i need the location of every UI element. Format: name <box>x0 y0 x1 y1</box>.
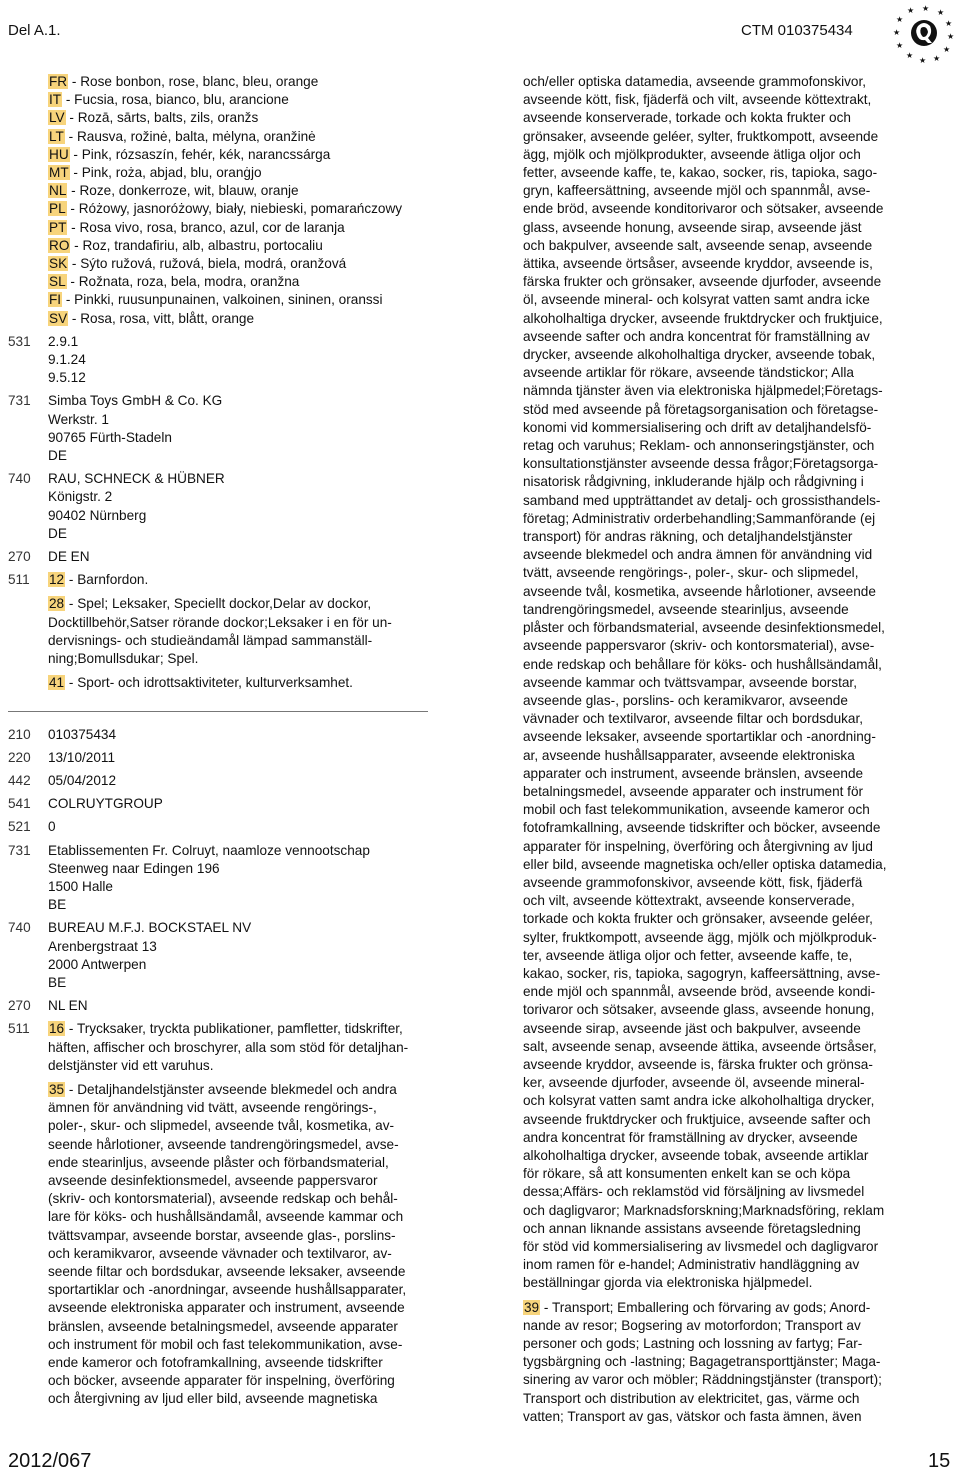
text-line: mobil och fast telekommunikation, avseende kameror och <box>523 802 870 818</box>
class-text-line: sportartiklar och -anordningar, avseende hushållsapparater, <box>48 1282 407 1298</box>
text-line: ar, avseende hushållsapparater, avseende elektroniska <box>523 747 855 763</box>
field-value: 010375434 <box>48 726 117 742</box>
text-line: ende bröd, avseende konditorivaror och sötsaker, avseende <box>523 201 884 217</box>
text-line: dessa;Affärs- och reklamstöd vid försäljning av livsmedel <box>523 1184 865 1200</box>
color-line: RO - Roz, trandafiriu, alb, albastru, portocaliu <box>49 237 323 253</box>
text-line: företag; Administrativ orderbehandling;Sammanförande (ej <box>523 510 876 526</box>
svg-text:★: ★ <box>933 54 941 63</box>
class-number: 28 <box>49 596 65 612</box>
field-value: 05/04/2012 <box>48 772 117 788</box>
svg-text:★: ★ <box>919 56 927 64</box>
text-line: öl, avseende mineral- och kolsyrat vatten samt andra icke <box>523 292 870 308</box>
lang-code: SL <box>49 274 66 290</box>
color-line: SK - Sýto ružová, ružová, biela, modrá, oranžová <box>49 256 347 272</box>
lang-code: SK <box>49 256 68 272</box>
class-text-line: seende filtar och bordsdukar, avseende leksaker, avseende <box>48 1263 406 1279</box>
field-code: 731 <box>8 393 31 409</box>
field-code: 541 <box>8 796 31 812</box>
languages-row <box>8 548 433 566</box>
text-line: beställningar gjorda via elektroniska hjälpmedel. <box>523 1275 813 1291</box>
field-row <box>8 795 433 813</box>
class-entry: 16 - Trycksaker, tryckta publikationer, pamfletter, tidskrifter, <box>49 1021 403 1037</box>
field-code: 740 <box>8 920 31 936</box>
field-row <box>8 818 433 836</box>
class-text-line: (skriv- och kontorsmaterial), avseende redskap och behål- <box>48 1191 398 1207</box>
office-logo-icon <box>893 2 955 64</box>
owner-row <box>8 392 433 465</box>
lang-code: LV <box>49 110 65 126</box>
text-line: färska frukter och grönsaker, avseende djurfoder, avseende <box>523 274 882 290</box>
text-line: avseende blekmedel och andra ämnen för användning vid <box>523 547 873 563</box>
lang-code: IT <box>49 92 62 108</box>
text-line: ende mjöl och spannmål, avseende bröd, avseende kondi- <box>523 984 876 1000</box>
class-text-line: Transport och distribution av elektricitet, gas, värme och <box>523 1390 860 1406</box>
class-text-line: tvättsvampar, avseende borstar, avseende glas-, porslins- <box>48 1227 396 1243</box>
class-entry: 35 - Detaljhandelstjänster avseende blekmedel och andra <box>49 1081 397 1097</box>
text-line: plåster och förbandsmaterial, avseende desinfektionsmedel, <box>523 620 885 636</box>
owner-line: Werkstr. 1 <box>48 411 109 427</box>
text-line: gryn, kaffeersättning, avseende mjöl och spannmål, avse- <box>523 183 871 199</box>
color-line: SV - Rosa, rosa, vitt, blått, orange <box>49 310 255 326</box>
text-line: samband med uppträttandet av detalj- och grossisthandels- <box>523 492 881 508</box>
class-text-line: vatten; Transport av gas, vätskor och fasta ämnen, även <box>523 1408 862 1424</box>
class-text-line: tygsbärgning och -lastning; Bagagetransporttjänster; Maga- <box>523 1354 881 1370</box>
text-line: avseende artiklar för rökare, avseende tändstickor; Alla <box>523 365 854 381</box>
class-entry: 28 - Spel; Leksaker, Speciellt dockor,Delar av dockor, <box>49 596 372 612</box>
class-text-line: ämnen för användning vid tvätt, avseende rengörings-, <box>48 1100 377 1116</box>
owner-row <box>8 842 433 915</box>
goods-services-row <box>8 1020 433 1408</box>
field-row <box>8 772 433 790</box>
text-line: och dagligvaror; Marknadsforskning;Marknadsföring, reklam <box>523 1202 885 1218</box>
owner-line: Steenweg naar Edingen 196 <box>48 860 220 876</box>
class-text-line: dervisnings- och studieändamål lämpad sammanställ- <box>48 632 373 648</box>
text-line: glass, avseende honung, avseende sirap, avseende jäst <box>523 219 862 235</box>
lang-code: PT <box>49 219 67 235</box>
svg-text:★: ★ <box>943 45 951 54</box>
text-line: ter, avseende ätliga oljor och fetter, avseende kaffe, te, <box>523 947 853 963</box>
lang-code: FR <box>49 74 68 89</box>
classification-row <box>8 333 433 388</box>
text-line: salt, avseende senap, avseende ättika, avseende örtsåser, <box>523 1038 877 1054</box>
text-line: avseende safter och andra koncentrat för framställning av <box>523 328 870 344</box>
representative-line: DE <box>48 525 67 541</box>
field-code: 521 <box>8 819 31 835</box>
class-text-line: och keramikvaror, avseende vävnader och textilvaror, av- <box>48 1245 392 1261</box>
class-text-line: delstjänster vid ett varuhus. <box>48 1057 214 1073</box>
text-line: betalningsmedel, avseende apparater och instrument för <box>523 783 864 799</box>
page-number: 15 <box>928 1450 951 1472</box>
class-text-line: sinering av varor och möbler; Räddningstjänster (transport); <box>523 1372 882 1388</box>
text-line: kakao, socker, ris, tapioka, sagogryn, kaffeersättning, avse- <box>523 965 881 981</box>
class-text-line: nande av resor; Bogsering av motorfordon; Transport av <box>523 1317 861 1333</box>
color-line: LT - Rausva, rožinė, balta, mėlyna, oranžinė <box>49 128 316 144</box>
color-line: PL - Różowy, jasnoróżowy, biały, niebieski, pomarańczowy <box>49 201 403 217</box>
text-line: ker, avseende djurfoder, avseende öl, avseende mineral- <box>523 1075 865 1091</box>
field-value: 0 <box>48 819 56 835</box>
svg-text:★: ★ <box>896 41 904 50</box>
svg-text:★: ★ <box>893 28 901 37</box>
text-line: avseende pappersvaror (skriv- och kontorsmaterial), avse- <box>523 638 875 654</box>
class-entry: 41 - Sport- och idrottsaktiviteter, kulturverksamhet. <box>49 675 353 691</box>
svg-text:★: ★ <box>937 8 945 17</box>
class-text-line: avseende elektroniska apparater och instrument, avseende <box>48 1300 405 1316</box>
color-line: NL - Roze, donkerroze, wit, blauw, oranje <box>49 183 299 199</box>
text-line: ende redskap och behållare för köks- och hushållsändamål, <box>523 656 882 672</box>
owner-line: 1500 Halle <box>48 878 113 894</box>
text-line: tvätt, avseende rengörings-, poler-, skur- och slipmedel, <box>523 565 859 581</box>
lang-code: NL <box>49 183 67 199</box>
goods-services-row <box>8 571 433 692</box>
class-text-line: ende kameror och fotoframkallning, avseende tidskrifter <box>48 1355 383 1370</box>
text-line: avseende glas-, porslins- och keramikvaror, avseende <box>523 692 848 708</box>
text-line: och bakpulver, avseende salt, avseende senap, avseende <box>523 237 873 253</box>
lang-code: LT <box>49 128 64 144</box>
header-right: CTM 010375434 <box>741 22 853 39</box>
text-line: torivaror och sötsaker, avseende glass, avseende honung, <box>523 1002 875 1018</box>
field-code: 442 <box>8 772 31 788</box>
color-line: FR - Rose bonbon, rose, blanc, bleu, orange <box>49 74 319 89</box>
owner-line: Simba Toys GmbH & Co. KG <box>48 393 223 409</box>
svg-text:★: ★ <box>906 51 914 60</box>
class-text-line: och återgivning av ljud eller bild, avseende magnetiska <box>48 1391 378 1407</box>
class-text-line: poler-, skur- och slipmedel, avseende tvål, kosmetika, av- <box>48 1118 395 1134</box>
class-text-line: avseende desinfektionsmedel, avseende pappersvaror <box>48 1172 378 1188</box>
owner-line: 90765 Fürth-Stadeln <box>48 429 172 445</box>
header-left: Del A.1. <box>8 22 61 39</box>
text-line: torkade och kokta frukter och grönsaker, avseende geléer, <box>523 911 873 927</box>
colors-block <box>8 73 433 328</box>
class-number: 16 <box>49 1021 65 1037</box>
lang-code: MT <box>49 165 69 181</box>
record-separator <box>8 711 428 712</box>
text-line: avseende kammar och tvättsvampar, avseende borstar, <box>523 674 857 690</box>
text-line: ättika, avseende örtsåser, avseende kryddor, avseende is, <box>523 256 873 272</box>
text-line: alkoholhaltiga drycker, avseende tobak, avseende artiklar <box>523 1147 869 1163</box>
field-code: 511 <box>8 1021 30 1037</box>
field-code: 511 <box>8 572 30 588</box>
class-text-line: och instrument för mobil och fast telekommunikation, avse- <box>48 1336 403 1352</box>
class-number: 35 <box>49 1081 65 1097</box>
color-line: LV - Rozā, sārts, balts, zils, oranžs <box>49 110 259 126</box>
text-line: avseende fruktdrycker och fruktjuice, avseende safter och <box>523 1111 871 1127</box>
class-text-line: ning;Bomullsdukar; Spel. <box>48 651 199 667</box>
color-line: FI - Pinkki, ruusunpunainen, valkoinen, sininen, oranssi <box>49 292 383 308</box>
class-number: 39 <box>524 1299 540 1315</box>
text-line: nämnda tjänster även via elektroniska hjälpmedel;Företags- <box>523 383 883 399</box>
class-entry: 12 - Barnfordon. <box>49 572 149 588</box>
text-line: avseende leksaker, avseende sportartiklar och -anordning- <box>523 729 876 745</box>
representative-row <box>8 919 433 992</box>
color-line: MT - Pink, roża, abjad, blu, oranġjo <box>49 165 262 181</box>
text-line: konomi vid kommersialisering och drift av detaljhandelsfö- <box>523 419 872 435</box>
text-line: apparater för inspelning, överföring och återgivning av ljud <box>523 838 873 854</box>
text-line: stöd med avseende på företagsorganisation och företagse- <box>523 401 879 417</box>
text-line: retag och varuhus; Reklam- och annonseringstjänster, och <box>523 438 875 454</box>
representative-line: Arenbergstraat 13 <box>48 938 157 954</box>
field-value: COLRUYTGROUP <box>48 796 163 812</box>
class-number: 41 <box>49 675 65 691</box>
representative-line: RAU, SCHNECK & HÜBNER <box>48 471 225 487</box>
text-line: eller bild, avseende magnetiska och/eller optiska datamedia, <box>523 856 887 872</box>
text-line: tandrengöringsmedel, avseende stearinljus, avseende <box>523 601 849 617</box>
svg-text:★: ★ <box>907 6 915 15</box>
lang-code: HU <box>49 146 69 162</box>
classification-value: 9.5.12 <box>48 370 86 386</box>
right-column <box>523 73 908 1426</box>
class-entry: 39 - Transport; Emballering och förvaring av gods; Anord- <box>524 1299 871 1315</box>
text-line: sylter, fruktkompott, avseende ägg, mjölk och mjölkproduk- <box>523 929 877 945</box>
text-line: ägg, mjölk och mjölkprodukter, avseende ätliga oljor och <box>523 146 861 162</box>
representative-line: Königstr. 2 <box>48 489 113 505</box>
text-line: konsultationstjänster avseende dessa frågor;Företagsorga- <box>523 456 879 472</box>
text-line: apparater och instrument, avseende bränslen, avseende <box>523 765 864 781</box>
owner-line: Etablissementen Fr. Colruyt, naamloze vennootschap <box>48 842 370 858</box>
text-line: drycker, avseende alkoholhaltiga drycker, avseende tobak, <box>523 347 876 363</box>
field-row <box>8 749 433 767</box>
lang-code: RO <box>49 237 70 253</box>
color-line: IT - Fucsia, rosa, bianco, blu, arancione <box>49 92 289 108</box>
text-line: alkoholhaltiga drycker, avseende fruktdrycker och fruktjuice, <box>523 310 883 326</box>
text-line: fetter, avseende kaffe, te, kakao, socker, ris, tapioka, sago- <box>523 165 878 181</box>
classification-value: 2.9.1 <box>48 333 79 349</box>
class-text-line: och böcker, avseende apparater för inspelning, överföring <box>48 1373 395 1389</box>
color-line: SL - Rožnata, roza, bela, modra, oranžna <box>49 274 300 290</box>
lang-code: FI <box>49 292 62 308</box>
text-line: andra koncentrat för framställning av drycker, avseende <box>523 1129 858 1145</box>
text-line: avseende grammofonskivor, avseende kött, fisk, fjäderfä <box>523 874 863 890</box>
text-line: och annan liknande assistans avseende företagsledning <box>523 1220 861 1236</box>
field-code: 740 <box>8 471 31 487</box>
text-line: avseende kött, fisk, fjäderfä och vilt, avseende köttextrakt, <box>523 92 872 108</box>
text-line: avseende kryddor, avseende is, färska frukter och grönsa- <box>523 1056 873 1072</box>
text-line: för stöd vid kommersialisering av livsmedel och dagligvaror <box>523 1239 879 1254</box>
representative-line: BE <box>48 974 67 990</box>
languages-value: DE EN <box>48 549 90 565</box>
class-text-line: ende stearinljus, avseende plåster och förbandsmaterial, <box>48 1154 389 1170</box>
text-line: nisatorisk rådgivning, inkluderande hjälp och rådgivning i <box>523 474 864 490</box>
class-text-line: bränslen, avseende betalningsmedel, avseende apparater <box>48 1318 398 1334</box>
class-text-line: Docktillbehör,Satser rörande dockor;Leksaker i en för un- <box>48 614 392 630</box>
text-line: för rökare, så att konsumenten enkelt kan se och köpa <box>523 1166 851 1182</box>
svg-text:★: ★ <box>922 4 930 13</box>
right-column-text <box>523 73 908 1293</box>
text-line: avseende konserverade, torkade och kokta frukter och <box>523 110 851 126</box>
color-line: HU - Pink, rózsaszín, fehér, kék, narancssárga <box>49 146 331 162</box>
field-code: 270 <box>8 549 31 565</box>
field-value: 13/10/2011 <box>48 749 116 765</box>
svg-text:★: ★ <box>896 15 904 24</box>
text-line: och vilt, avseende köttextrakt, avseende konserverade, <box>523 893 855 909</box>
field-code: 531 <box>8 333 31 349</box>
classification-value: 9.1.24 <box>48 352 86 368</box>
class-text-line: lare för köks- och hushållsändamål, avseende kammar och <box>48 1209 404 1225</box>
field-code: 210 <box>8 726 31 742</box>
field-row <box>8 726 433 744</box>
svg-text:★: ★ <box>947 32 955 41</box>
text-line: och/eller optiska datamedia, avseende grammofonskivor, <box>523 74 867 89</box>
lang-code: SV <box>49 310 68 326</box>
footer-issue: 2012/067 <box>8 1450 92 1472</box>
representative-line: 2000 Antwerpen <box>48 956 147 972</box>
left-column <box>8 73 433 1409</box>
representative-line: 90402 Nürnberg <box>48 507 147 523</box>
languages-value: NL EN <box>48 998 88 1014</box>
text-line: inom ramen för e-handel; Administrativ handläggning av <box>523 1257 860 1273</box>
class-text-line: seende hårlotioner, avseende tandrengöringsmedel, avse- <box>48 1136 399 1152</box>
text-line: fotoframkallning, avseende tidskrifter och böcker, avseende <box>523 820 881 836</box>
owner-line: DE <box>48 448 67 464</box>
class-number: 12 <box>49 572 65 588</box>
lang-code: PL <box>49 201 66 217</box>
text-line: avseende tvål, kosmetika, avseende hårlotioner, avseende <box>523 583 876 599</box>
text-line: grönsaker, avseende geléer, sylter, fruktkompott, avseende <box>523 128 879 144</box>
text-line: avseende sirap, avseende jäst och bakpulver, avseende <box>523 1020 861 1036</box>
class-text-line: häften, affischer och broschyrer, alla som stöd för detaljhan- <box>48 1039 409 1055</box>
representative-row <box>8 470 433 543</box>
svg-text:★: ★ <box>945 19 953 28</box>
color-line: PT - Rosa vivo, rosa, branco, azul, cor de laranja <box>49 219 345 235</box>
representative-line: BUREAU M.F.J. BOCKSTAEL NV <box>48 920 252 936</box>
text-line: transport) för andras räkning, och detaljhandelstjänster <box>523 529 853 545</box>
languages-row <box>8 997 433 1015</box>
text-line: och kolsyrat vatten samt andra icke alkoholhaltiga drycker, <box>523 1093 875 1109</box>
text-line: vävnader och textilvaror, avseende filtar och bordsdukar, <box>523 711 864 727</box>
field-code: 220 <box>8 749 31 765</box>
field-code: 731 <box>8 842 31 858</box>
field-code: 270 <box>8 998 31 1014</box>
owner-line: BE <box>48 897 67 913</box>
class-text-line: personer och gods; Lastning och lossning av fartyg; Far- <box>523 1336 863 1352</box>
